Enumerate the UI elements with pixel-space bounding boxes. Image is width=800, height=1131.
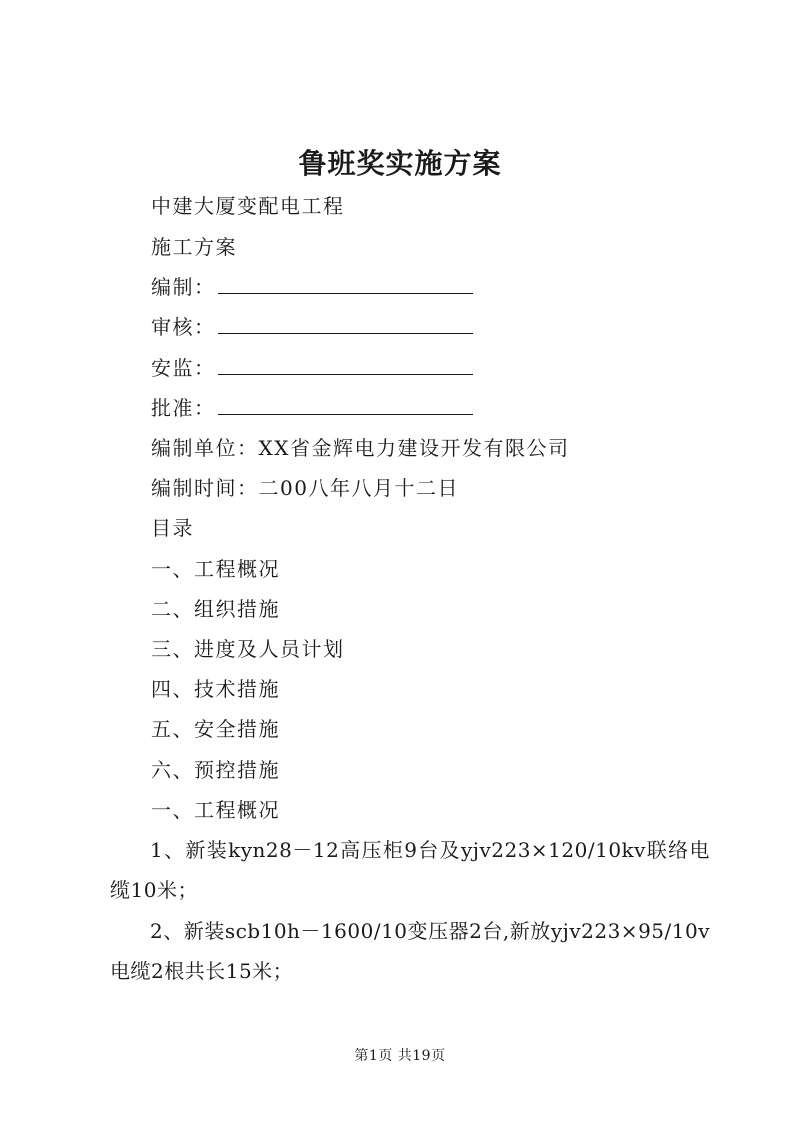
toc-item: 四、技术措施 <box>151 677 280 701</box>
toc-item: 三、进度及人员计划 <box>151 637 345 661</box>
document-title: 鲁班奖实施方案 <box>298 147 502 180</box>
toc-item: 六、预控措施 <box>151 758 280 782</box>
signature-blank <box>218 358 473 375</box>
toc-item: 一、工程概况 <box>151 557 280 581</box>
signature-blank <box>218 398 473 415</box>
toc-heading: 目录 <box>151 516 194 540</box>
signature-row-review <box>151 313 473 341</box>
signature-label: 安监： <box>151 356 216 380</box>
signature-blank <box>218 317 473 334</box>
body-paragraph: 2、新装scb10h－1600/10变压器2台,新放yjv223×95/10v电缆2根共长15米； <box>110 919 710 983</box>
toc-item: 二、组织措施 <box>151 597 280 621</box>
body-paragraph: 1、新装kyn28－12高压柜9台及yjv223×120/10kv联络电缆10米； <box>110 838 710 902</box>
signature-row-compile <box>151 273 473 301</box>
toc-item: 五、安全措施 <box>151 717 280 741</box>
doc-type: 施工方案 <box>151 235 237 259</box>
signature-label: 审核： <box>151 315 216 339</box>
project-name: 中建大厦变配电工程 <box>151 194 345 218</box>
signature-label: 编制： <box>151 275 216 299</box>
signature-label: 批准： <box>151 396 216 420</box>
signature-row-approve <box>151 394 473 422</box>
page-number-footer: 第1页 共19页 <box>354 1048 446 1064</box>
compile-unit: 编制单位：XX省金辉电力建设开发有限公司 <box>151 436 570 460</box>
signature-row-safety <box>151 354 473 382</box>
compile-date: 编制时间：二00八年八月十二日 <box>151 476 459 500</box>
signature-blank <box>218 277 473 294</box>
section-heading: 一、工程概况 <box>151 798 280 822</box>
